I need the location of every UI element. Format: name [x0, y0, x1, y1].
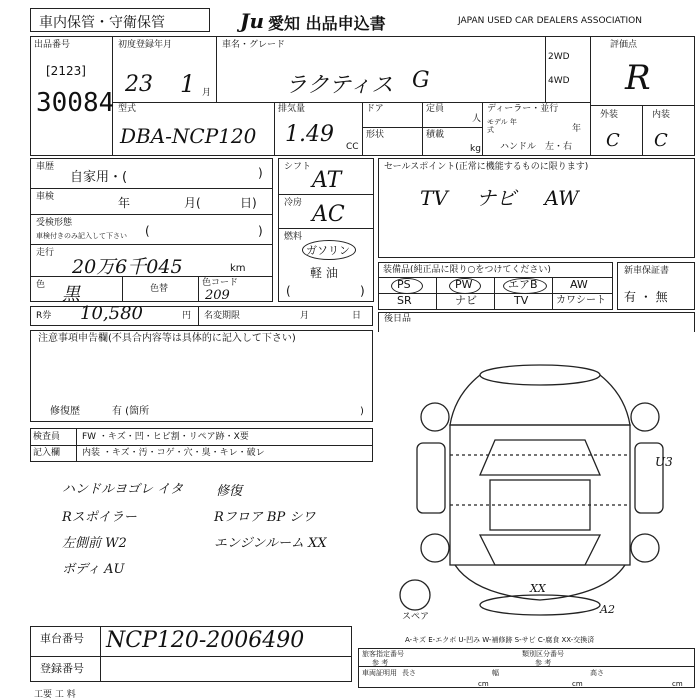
height-cm: cm	[672, 680, 683, 688]
left-side-shape	[417, 443, 445, 513]
registration-month-unit: 月	[202, 88, 212, 98]
mark-bottom: XX	[530, 582, 546, 595]
fuel-paren-open: (	[286, 284, 291, 298]
type-label: 型式	[118, 104, 137, 114]
model-year-unit: 年	[572, 124, 582, 134]
model-grade: G	[412, 68, 430, 93]
equip-ps: PS	[397, 278, 411, 291]
length-label: 長さ	[402, 669, 416, 677]
chassis-value: NCP120-2006490	[106, 628, 305, 653]
recycle-value: 10,580	[80, 303, 143, 324]
equip-seat: カワシート	[556, 295, 606, 306]
inspection-day: 日)	[240, 196, 257, 210]
color-label: 色	[36, 280, 46, 290]
inspection-label: 車検	[36, 192, 55, 202]
model-year-label: モデル 年式	[487, 118, 517, 134]
rear-right-tire-icon	[631, 534, 659, 562]
front-bumper-shape	[480, 365, 600, 385]
exterior-label: 外装	[600, 110, 619, 120]
fuel-diesel: 軽 油	[310, 266, 338, 280]
mark-right: U3	[655, 455, 673, 469]
recycle-yen: 円	[182, 311, 192, 321]
load-unit: kg	[470, 144, 481, 154]
fuel-paren-close: )	[360, 284, 365, 298]
rear-bumper-shape	[480, 595, 600, 615]
reg-label: 登録番号	[40, 662, 84, 675]
registration-year: 23	[125, 72, 153, 97]
inspector-label-2: 記入欄	[33, 448, 61, 458]
right-side-shape	[635, 443, 663, 513]
after-items-box	[378, 312, 695, 332]
equip-ps-circle	[391, 278, 423, 294]
car-damage-diagram	[395, 355, 700, 645]
footer-partial: 工要 工 料	[34, 690, 76, 700]
rear-left-tire-icon	[421, 534, 449, 562]
sankou-1: 参 考	[372, 659, 389, 667]
door-label: ドア	[366, 104, 384, 114]
equip-tv: TV	[514, 294, 529, 307]
windshield-shape	[480, 440, 600, 475]
damage-legend: A-キズ E-エクボ U-凹み W-補修跡 S-サビ C-腐食 XX-交換済	[405, 636, 595, 644]
ac-label: 冷房	[284, 198, 303, 208]
equip-pw-circle	[449, 278, 481, 294]
width-cm: cm	[572, 680, 583, 688]
sales-points-value: TV ナビ AW	[420, 186, 579, 210]
storage-label-box	[30, 8, 210, 32]
equip-pw: PW	[455, 278, 473, 291]
drive-2wd: 2WD	[548, 52, 570, 62]
capacity-unit: 人	[472, 114, 482, 124]
name-change-month: 月	[300, 311, 310, 321]
form-title: 愛知 出品申込書	[268, 14, 386, 33]
inspector-note-7: エンジンルーム XX	[214, 536, 327, 551]
model-label: 車名・グレード	[222, 40, 286, 50]
mileage-value: 20万6千045	[72, 256, 183, 278]
equip-navi: ナビ	[455, 294, 477, 307]
form-paren-close: )	[258, 224, 263, 238]
color-value: 黒	[62, 284, 80, 305]
equip-aw: AW	[570, 278, 588, 291]
front-left-tire-icon	[421, 403, 449, 431]
inspector-note-5: 修復	[216, 484, 243, 499]
lot-label: 出品番号	[34, 40, 71, 50]
repair-value: 有 (箇所	[112, 406, 150, 417]
spare-label: スペア	[402, 612, 430, 622]
rear-window-shape	[480, 535, 600, 565]
association-name: JAPAN USED CAR DEALERS ASSOCIATION	[458, 16, 642, 26]
rating-label: 評価点	[610, 40, 638, 50]
mileage-unit: km	[230, 263, 246, 274]
interior-grade: C	[654, 130, 668, 151]
form-label: 受検形態	[36, 218, 73, 228]
equip-airbag: エアB	[508, 278, 538, 291]
warranty-value: 有 ・ 無	[624, 290, 668, 304]
inspector-note-3: 左側前 W2	[62, 536, 127, 551]
body-outline-shape	[450, 425, 630, 565]
lot-number: 30084	[36, 88, 115, 118]
color-code-value: 209	[205, 288, 230, 303]
model-name: ラクティス	[285, 73, 394, 98]
dealer-label: ディーラー・並行	[487, 104, 559, 114]
recycle-label: R券	[36, 311, 52, 321]
color-code-label: 色コード	[202, 278, 239, 288]
front-right-tire-icon	[631, 403, 659, 431]
shift-label: シフト	[284, 162, 312, 172]
capacity-label: 定員	[426, 104, 445, 114]
inspection-month: 月(	[184, 196, 201, 210]
registration-month: 1	[180, 70, 196, 98]
sales-points-label: セールスポイント(正常に機能するものに限ります)	[384, 162, 589, 172]
inspector-row-2: 内装 ・キズ・汚・コゲ・穴・臭・キレ・破レ	[82, 448, 265, 458]
lot-sub: [2123]	[46, 64, 86, 78]
width-label: 幅	[492, 669, 499, 677]
drive-4wd: 4WD	[548, 76, 570, 86]
color-change-label: 色替	[150, 284, 169, 294]
usage-close: )	[258, 166, 263, 180]
name-change-label: 名変期限	[204, 311, 241, 321]
equipment-label: 装備品(純正品に限り○をつけてください)	[383, 265, 551, 275]
inspector-note-4: ボディ AU	[62, 562, 125, 577]
height-label: 高さ	[590, 669, 604, 677]
displacement-label: 排気量	[278, 104, 306, 114]
warranty-label: 新車保証書	[624, 266, 670, 276]
usage-value: 自家用・(	[70, 170, 128, 185]
kyushu-label: 旅客指定番号	[362, 650, 404, 658]
repair-label: 修復歴	[50, 406, 80, 417]
shift-value: AT	[312, 168, 342, 193]
repair-close: )	[360, 406, 364, 417]
chassis-label: 車台番号	[40, 632, 84, 645]
storage-label: 車内保管・守衛保管	[39, 15, 165, 31]
load-label: 積載	[426, 130, 445, 140]
inspector-label-1: 検査員	[33, 432, 61, 442]
displacement-value: 1.49	[285, 122, 334, 147]
class-label: 類別区分番号	[522, 650, 564, 658]
usage-label: 車歴	[36, 162, 55, 172]
front-hood-shape	[450, 375, 630, 425]
inspector-note-1: ハンドルヨゴレ イタ	[62, 482, 184, 497]
fuel-label: 燃料	[284, 232, 303, 242]
spare-tire-icon	[400, 580, 430, 610]
ac-value: AC	[312, 202, 345, 227]
exterior-grade: C	[606, 130, 620, 151]
inspector-note-6: Rフロア BP シワ	[214, 510, 316, 525]
equip-sr: SR	[397, 294, 412, 307]
mileage-label: 走行	[36, 248, 55, 258]
length-cm: cm	[478, 680, 489, 688]
vehicle-cert: 車両証明用	[362, 669, 397, 677]
handle-value: 左・右	[545, 142, 573, 152]
cc-unit: CC	[346, 142, 359, 152]
ju-logo: Ju	[240, 9, 265, 33]
name-change-day: 日	[352, 311, 362, 321]
after-items-label: 後日品	[384, 314, 412, 324]
rating-value: R	[625, 58, 651, 98]
inspection-year: 年	[118, 196, 131, 210]
fuel-gas: ガソリン	[306, 244, 350, 257]
handle-label: ハンドル	[500, 142, 537, 152]
registration-label: 初度登録年月	[118, 40, 173, 50]
interior-label: 内装	[652, 110, 671, 120]
mark-bottom-right: A2	[600, 603, 615, 616]
notes-title: 注意事項申告欄(不具合内容等は具体的に記入して下さい)	[38, 333, 296, 344]
form-note: 車検付きのみ記入して下さい	[36, 232, 127, 240]
type-value: DBA-NCP120	[120, 124, 257, 148]
shape-label: 形状	[366, 130, 385, 140]
form-paren-open: (	[145, 224, 150, 238]
equip-airbag-circle	[503, 278, 547, 294]
inspector-note-2: Rスポイラー	[62, 510, 137, 525]
inspector-row-1: FW ・キズ・凹・ヒビ割・リペア跡・X要	[82, 432, 249, 442]
sankou-2: 参 考	[535, 659, 552, 667]
